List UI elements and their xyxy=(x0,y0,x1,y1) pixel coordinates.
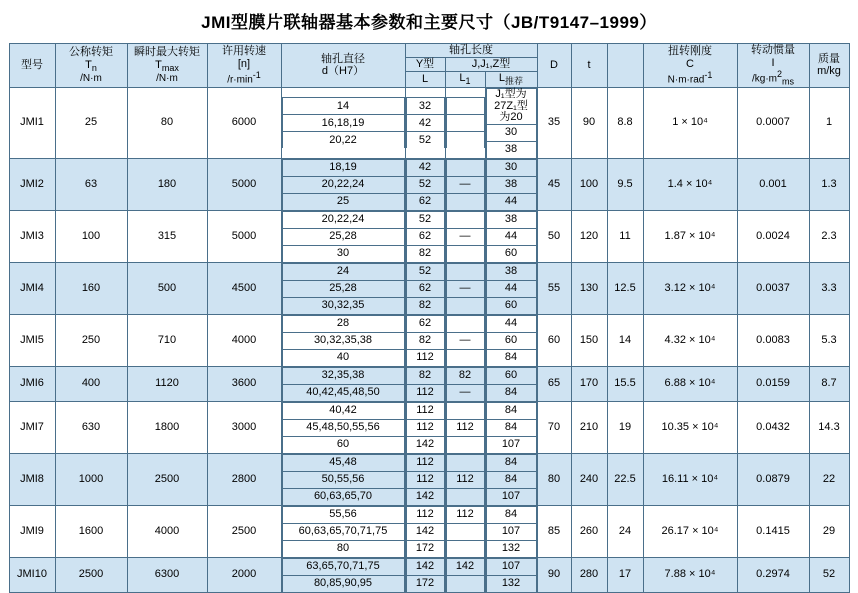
header-L-rec: $L_{推荐}$ xyxy=(485,72,537,88)
cell-model: JMI2 xyxy=(9,158,55,210)
cell-mass: 14.3 xyxy=(809,401,849,453)
cell-bore-diameter-item: 45,48 xyxy=(282,454,404,471)
cell-bore-diameter-item: 30,32,35,38 xyxy=(282,332,404,349)
cell-L-rec xyxy=(485,87,537,158)
cell-L xyxy=(405,158,445,210)
cell-L1-item xyxy=(446,98,484,115)
cell-L1-item xyxy=(446,315,484,332)
cell-t: 120 xyxy=(571,210,607,262)
cell-L-rec-item: J₁型为 27Z₁型 为20 xyxy=(486,88,536,124)
cell-bore-diameter-item: 63,65,70,71,75 xyxy=(282,558,404,575)
cell-L-rec-item: 84 xyxy=(486,384,536,401)
cell-L-rec xyxy=(485,453,537,505)
cell-bore-diameter-item: 25,28 xyxy=(282,280,404,297)
header-speed: 许用转速 [n] /r·min-1 xyxy=(207,44,281,88)
cell-L-rec-item: 60 xyxy=(486,245,536,262)
cell-L1-item xyxy=(446,132,484,149)
cell-bore-diameter-item: 60,63,65,70 xyxy=(282,488,404,505)
cell-bore-diameter xyxy=(281,557,405,592)
cell-stiffness: 1 × 10⁴ xyxy=(643,87,737,158)
cell-L1-item xyxy=(446,523,484,540)
cell-L1 xyxy=(445,314,485,366)
cell-D: 70 xyxy=(537,401,571,453)
cell-L-rec-item: 132 xyxy=(486,575,536,592)
cell-mass: 29 xyxy=(809,505,849,557)
cell-L1-item xyxy=(446,245,484,262)
cell-D: 90 xyxy=(537,557,571,592)
cell-L xyxy=(405,210,445,262)
cell-L-rec-item: 44 xyxy=(486,228,536,245)
cell-L-item: 42 xyxy=(406,115,444,132)
cell-model: JMI1 xyxy=(9,87,55,158)
cell-L xyxy=(405,366,445,401)
cell-nominal-torque: 250 xyxy=(55,314,127,366)
header-model: 型号 xyxy=(9,44,55,88)
cell-L-rec xyxy=(485,158,537,210)
cell-L xyxy=(405,557,445,592)
cell-L-item: 142 xyxy=(406,558,444,575)
cell-nominal-torque: 2500 xyxy=(55,557,127,592)
cell-L1 xyxy=(445,453,485,505)
cell-L-item: 112 xyxy=(406,419,444,436)
cell-L-rec-item: 132 xyxy=(486,540,536,557)
header-nominal-torque: 公称转矩 $T_n$ /N·m xyxy=(55,44,127,88)
cell-L-item: 62 xyxy=(406,315,444,332)
cell-stiffness: 26.17 × 10⁴ xyxy=(643,505,737,557)
cell-nominal-torque: 400 xyxy=(55,366,127,401)
cell-inertia: 0.0159 xyxy=(737,366,809,401)
cell-L xyxy=(405,453,445,505)
cell-max-torque: 315 xyxy=(127,210,207,262)
cell-L-item: 82 xyxy=(406,297,444,314)
cell-tt: 22.5 xyxy=(607,453,643,505)
cell-max-torque: 6300 xyxy=(127,557,207,592)
cell-L1-item xyxy=(446,454,484,471)
cell-t: 170 xyxy=(571,366,607,401)
cell-bore-diameter-item: 55,56 xyxy=(282,506,404,523)
cell-L-rec xyxy=(485,401,537,453)
cell-speed: 3600 xyxy=(207,366,281,401)
cell-L-rec-item: 107 xyxy=(486,558,536,575)
cell-speed: 4000 xyxy=(207,314,281,366)
cell-bore-diameter-item: 20,22 xyxy=(282,132,404,149)
cell-mass: 5.3 xyxy=(809,314,849,366)
cell-L-item: 112 xyxy=(406,454,444,471)
cell-L-item: 82 xyxy=(406,367,444,384)
header-stiffness: 扭转刚度 C N·m·rad-1 xyxy=(643,44,737,88)
cell-D: 35 xyxy=(537,87,571,158)
cell-D: 80 xyxy=(537,453,571,505)
cell-L xyxy=(405,401,445,453)
cell-bore-diameter-item: 40,42 xyxy=(282,402,404,419)
cell-nominal-torque: 160 xyxy=(55,262,127,314)
cell-model: JMI10 xyxy=(9,557,55,592)
cell-mass: 1 xyxy=(809,87,849,158)
cell-L-rec-item: 84 xyxy=(486,454,536,471)
cell-L-rec-item: 44 xyxy=(486,280,536,297)
cell-L-item: 52 xyxy=(406,176,444,193)
header-y-type: Y型 xyxy=(405,58,445,72)
cell-t: 280 xyxy=(571,557,607,592)
cell-inertia: 0.0007 xyxy=(737,87,809,158)
cell-bore-diameter-item: 20,22,24 xyxy=(282,176,404,193)
cell-bore-diameter-item: 25 xyxy=(282,193,404,210)
cell-bore-diameter-item: 20,22,24 xyxy=(282,211,404,228)
cell-tt: 19 xyxy=(607,401,643,453)
cell-D: 65 xyxy=(537,366,571,401)
header-t: t xyxy=(571,44,607,88)
cell-L1 xyxy=(445,210,485,262)
cell-bore-diameter-item: 28 xyxy=(282,315,404,332)
table-body xyxy=(9,87,849,592)
cell-stiffness: 7.88 × 10⁴ xyxy=(643,557,737,592)
cell-L-rec xyxy=(485,366,537,401)
cell-t: 150 xyxy=(571,314,607,366)
cell-bore-diameter-item: 16,18,19 xyxy=(282,115,404,132)
cell-inertia: 0.001 xyxy=(737,158,809,210)
header-mass: 质量 m/kg xyxy=(809,44,849,88)
cell-L-item: 172 xyxy=(406,575,444,592)
table-row xyxy=(9,314,849,366)
cell-model: JMI3 xyxy=(9,210,55,262)
cell-L-rec xyxy=(485,505,537,557)
header-jjz-type: J,J₁,Z型 xyxy=(445,58,537,72)
cell-L-rec-item: 107 xyxy=(486,436,536,453)
table-row xyxy=(9,87,849,158)
cell-L1-item xyxy=(446,436,484,453)
cell-inertia: 0.2974 xyxy=(737,557,809,592)
cell-inertia: 0.0037 xyxy=(737,262,809,314)
cell-L-rec xyxy=(485,557,537,592)
cell-t: 260 xyxy=(571,505,607,557)
cell-bore-diameter xyxy=(281,210,405,262)
cell-L xyxy=(405,87,445,158)
cell-L-item: 172 xyxy=(406,540,444,557)
cell-L-item: 142 xyxy=(406,523,444,540)
cell-L xyxy=(405,314,445,366)
header-bore-diameter: 轴孔直径 d（H7） xyxy=(281,44,405,88)
cell-nominal-torque: 1000 xyxy=(55,453,127,505)
cell-L1 xyxy=(445,505,485,557)
cell-L-rec-item: 38 xyxy=(486,176,536,193)
cell-L-item: 82 xyxy=(406,332,444,349)
cell-L-item: 112 xyxy=(406,349,444,366)
cell-bore-diameter xyxy=(281,87,405,158)
cell-D: 60 xyxy=(537,314,571,366)
header-L: L xyxy=(405,72,445,88)
cell-mass: 22 xyxy=(809,453,849,505)
table-row xyxy=(9,453,849,505)
cell-model: JMI6 xyxy=(9,366,55,401)
cell-L1-item: — xyxy=(446,332,484,349)
cell-L-item: 82 xyxy=(406,245,444,262)
cell-L1-item: 112 xyxy=(446,419,484,436)
cell-tt: 14 xyxy=(607,314,643,366)
cell-D: 45 xyxy=(537,158,571,210)
cell-L-rec-item: 84 xyxy=(486,506,536,523)
cell-max-torque: 1120 xyxy=(127,366,207,401)
cell-nominal-torque: 63 xyxy=(55,158,127,210)
cell-stiffness: 1.4 × 10⁴ xyxy=(643,158,737,210)
cell-max-torque: 80 xyxy=(127,87,207,158)
cell-L1-item: — xyxy=(446,384,484,401)
cell-inertia: 0.1415 xyxy=(737,505,809,557)
cell-nominal-torque: 100 xyxy=(55,210,127,262)
cell-t: 210 xyxy=(571,401,607,453)
header-bore-length-group: 轴孔长度 xyxy=(405,44,537,58)
cell-tt: 15.5 xyxy=(607,366,643,401)
cell-max-torque: 180 xyxy=(127,158,207,210)
cell-speed: 2800 xyxy=(207,453,281,505)
cell-nominal-torque: 630 xyxy=(55,401,127,453)
cell-L1 xyxy=(445,262,485,314)
cell-nominal-torque: 25 xyxy=(55,87,127,158)
cell-L1-item xyxy=(446,211,484,228)
cell-L-item: 112 xyxy=(406,506,444,523)
cell-L-item: 52 xyxy=(406,263,444,280)
cell-L xyxy=(405,505,445,557)
cell-bore-diameter-item: 25,28 xyxy=(282,228,404,245)
cell-max-torque: 2500 xyxy=(127,453,207,505)
cell-L-item: 42 xyxy=(406,159,444,176)
cell-L1 xyxy=(445,557,485,592)
cell-inertia: 0.0083 xyxy=(737,314,809,366)
cell-L1-item: 142 xyxy=(446,558,484,575)
cell-bore-diameter xyxy=(281,262,405,314)
header-max-torque: 瞬时最大转矩 $T_{max}$ /N·m xyxy=(127,44,207,88)
cell-inertia: 0.0432 xyxy=(737,401,809,453)
cell-L1-item xyxy=(446,488,484,505)
cell-D: 50 xyxy=(537,210,571,262)
cell-L-rec-item: 30 xyxy=(486,124,536,141)
cell-tt: 11 xyxy=(607,210,643,262)
table-row xyxy=(9,401,849,453)
table-row xyxy=(9,158,849,210)
header-inertia: 转动惯量 I /kg·m2ms xyxy=(737,44,809,88)
table-row xyxy=(9,557,849,592)
cell-L-rec-item: 44 xyxy=(486,193,536,210)
cell-L1-item xyxy=(446,159,484,176)
cell-bore-diameter-item: 24 xyxy=(282,263,404,280)
cell-mass: 52 xyxy=(809,557,849,592)
cell-stiffness: 4.32 × 10⁴ xyxy=(643,314,737,366)
cell-model: JMI4 xyxy=(9,262,55,314)
table-row xyxy=(9,366,849,401)
cell-L-rec-item: 60 xyxy=(486,297,536,314)
cell-L-item: 112 xyxy=(406,471,444,488)
cell-bore-diameter-item: 60,63,65,70,71,75 xyxy=(282,523,404,540)
cell-nominal-torque: 1600 xyxy=(55,505,127,557)
cell-bore-diameter xyxy=(281,401,405,453)
cell-L-item: 112 xyxy=(406,402,444,419)
cell-D: 85 xyxy=(537,505,571,557)
cell-inertia: 0.0024 xyxy=(737,210,809,262)
cell-L1-item: — xyxy=(446,280,484,297)
cell-mass: 2.3 xyxy=(809,210,849,262)
cell-L-rec-item: 84 xyxy=(486,402,536,419)
cell-L-item: 52 xyxy=(406,211,444,228)
cell-L1-item: — xyxy=(446,228,484,245)
cell-bore-diameter xyxy=(281,314,405,366)
cell-L-item: 62 xyxy=(406,193,444,210)
cell-L1-item: — xyxy=(446,176,484,193)
cell-model: JMI9 xyxy=(9,505,55,557)
cell-L-item: 52 xyxy=(406,132,444,149)
cell-stiffness: 1.87 × 10⁴ xyxy=(643,210,737,262)
cell-L1-item xyxy=(446,402,484,419)
cell-bore-diameter-item: 45,48,50,55,56 xyxy=(282,419,404,436)
cell-L1-item xyxy=(446,540,484,557)
cell-mass: 3.3 xyxy=(809,262,849,314)
cell-bore-diameter-item: 50,55,56 xyxy=(282,471,404,488)
cell-L1-item: 112 xyxy=(446,506,484,523)
table-row xyxy=(9,262,849,314)
cell-L1 xyxy=(445,366,485,401)
cell-tt: 9.5 xyxy=(607,158,643,210)
cell-inertia: 0.0879 xyxy=(737,453,809,505)
cell-max-torque: 500 xyxy=(127,262,207,314)
cell-L-rec-item: 84 xyxy=(486,349,536,366)
cell-speed: 6000 xyxy=(207,87,281,158)
cell-tt: 12.5 xyxy=(607,262,643,314)
cell-L1-item: 82 xyxy=(446,367,484,384)
cell-L1 xyxy=(445,158,485,210)
page-title: JMI型膜片联轴器基本参数和主要尺寸（JB/T9147–1999） xyxy=(201,13,657,32)
cell-bore-diameter-item: 30,32,35 xyxy=(282,297,404,314)
cell-L-item: 62 xyxy=(406,280,444,297)
cell-speed: 4500 xyxy=(207,262,281,314)
cell-L-rec-item: 60 xyxy=(486,367,536,384)
cell-speed: 2500 xyxy=(207,505,281,557)
cell-max-torque: 710 xyxy=(127,314,207,366)
cell-L-item: 62 xyxy=(406,228,444,245)
cell-model: JMI7 xyxy=(9,401,55,453)
cell-model: JMI5 xyxy=(9,314,55,366)
table-header xyxy=(9,44,849,88)
cell-L-rec-item: 84 xyxy=(486,419,536,436)
cell-bore-diameter xyxy=(281,453,405,505)
cell-bore-diameter-item: 40 xyxy=(282,349,404,366)
cell-t: 90 xyxy=(571,87,607,158)
cell-speed: 5000 xyxy=(207,210,281,262)
cell-L-item: 142 xyxy=(406,488,444,505)
cell-L-rec-item: 30 xyxy=(486,159,536,176)
cell-bore-diameter-item: 32,35,38 xyxy=(282,367,404,384)
cell-D: 55 xyxy=(537,262,571,314)
cell-t: 130 xyxy=(571,262,607,314)
cell-bore-diameter-item: 18,19 xyxy=(282,159,404,176)
cell-L-item: 32 xyxy=(406,98,444,115)
cell-L-rec-item: 44 xyxy=(486,315,536,332)
cell-bore-diameter-item: 40,42,45,48,50 xyxy=(282,384,404,401)
cell-t: 240 xyxy=(571,453,607,505)
cell-tt: 17 xyxy=(607,557,643,592)
cell-mass: 8.7 xyxy=(809,366,849,401)
cell-bore-diameter-item: 14 xyxy=(282,98,404,115)
cell-mass: 1.3 xyxy=(809,158,849,210)
cell-L-rec xyxy=(485,314,537,366)
cell-speed: 2000 xyxy=(207,557,281,592)
cell-L-rec-item: 60 xyxy=(486,332,536,349)
cell-L1-item xyxy=(446,193,484,210)
cell-bore-diameter-item: 80,85,90,95 xyxy=(282,575,404,592)
cell-t: 100 xyxy=(571,158,607,210)
cell-L-rec-item: 107 xyxy=(486,523,536,540)
cell-tt: 24 xyxy=(607,505,643,557)
cell-L-item: 112 xyxy=(406,384,444,401)
table-row xyxy=(9,210,849,262)
header-L1: $L_1$ xyxy=(445,72,485,88)
cell-L1 xyxy=(445,401,485,453)
header-D: D xyxy=(537,44,571,88)
cell-L1-item xyxy=(446,263,484,280)
cell-stiffness: 16.11 × 10⁴ xyxy=(643,453,737,505)
table-row xyxy=(9,505,849,557)
cell-bore-diameter xyxy=(281,366,405,401)
cell-L-rec-item: 38 xyxy=(486,211,536,228)
cell-tt: 8.8 xyxy=(607,87,643,158)
header-tt xyxy=(607,44,643,88)
cell-bore-diameter-item: 30 xyxy=(282,245,404,262)
cell-L xyxy=(405,262,445,314)
cell-L1-item xyxy=(446,349,484,366)
cell-stiffness: 3.12 × 10⁴ xyxy=(643,262,737,314)
cell-L1-item xyxy=(446,297,484,314)
cell-bore-diameter-item: 80 xyxy=(282,540,404,557)
cell-bore-diameter xyxy=(281,505,405,557)
cell-L-rec xyxy=(485,210,537,262)
cell-L-rec-item: 84 xyxy=(486,471,536,488)
cell-speed: 5000 xyxy=(207,158,281,210)
cell-max-torque: 1800 xyxy=(127,401,207,453)
cell-L1 xyxy=(445,87,485,158)
cell-L-rec-item: 107 xyxy=(486,488,536,505)
cell-L1-item xyxy=(446,575,484,592)
cell-model: JMI8 xyxy=(9,453,55,505)
cell-max-torque: 4000 xyxy=(127,505,207,557)
cell-stiffness: 10.35 × 10⁴ xyxy=(643,401,737,453)
cell-speed: 3000 xyxy=(207,401,281,453)
cell-L-rec-item: 38 xyxy=(486,141,536,158)
cell-L-rec-item: 38 xyxy=(486,263,536,280)
cell-bore-diameter xyxy=(281,158,405,210)
cell-L-item: 142 xyxy=(406,436,444,453)
specification-table xyxy=(9,43,850,593)
cell-stiffness: 6.88 × 10⁴ xyxy=(643,366,737,401)
cell-L1-item xyxy=(446,115,484,132)
cell-L1-item: 112 xyxy=(446,471,484,488)
cell-L-rec xyxy=(485,262,537,314)
cell-bore-diameter-item: 60 xyxy=(282,436,404,453)
